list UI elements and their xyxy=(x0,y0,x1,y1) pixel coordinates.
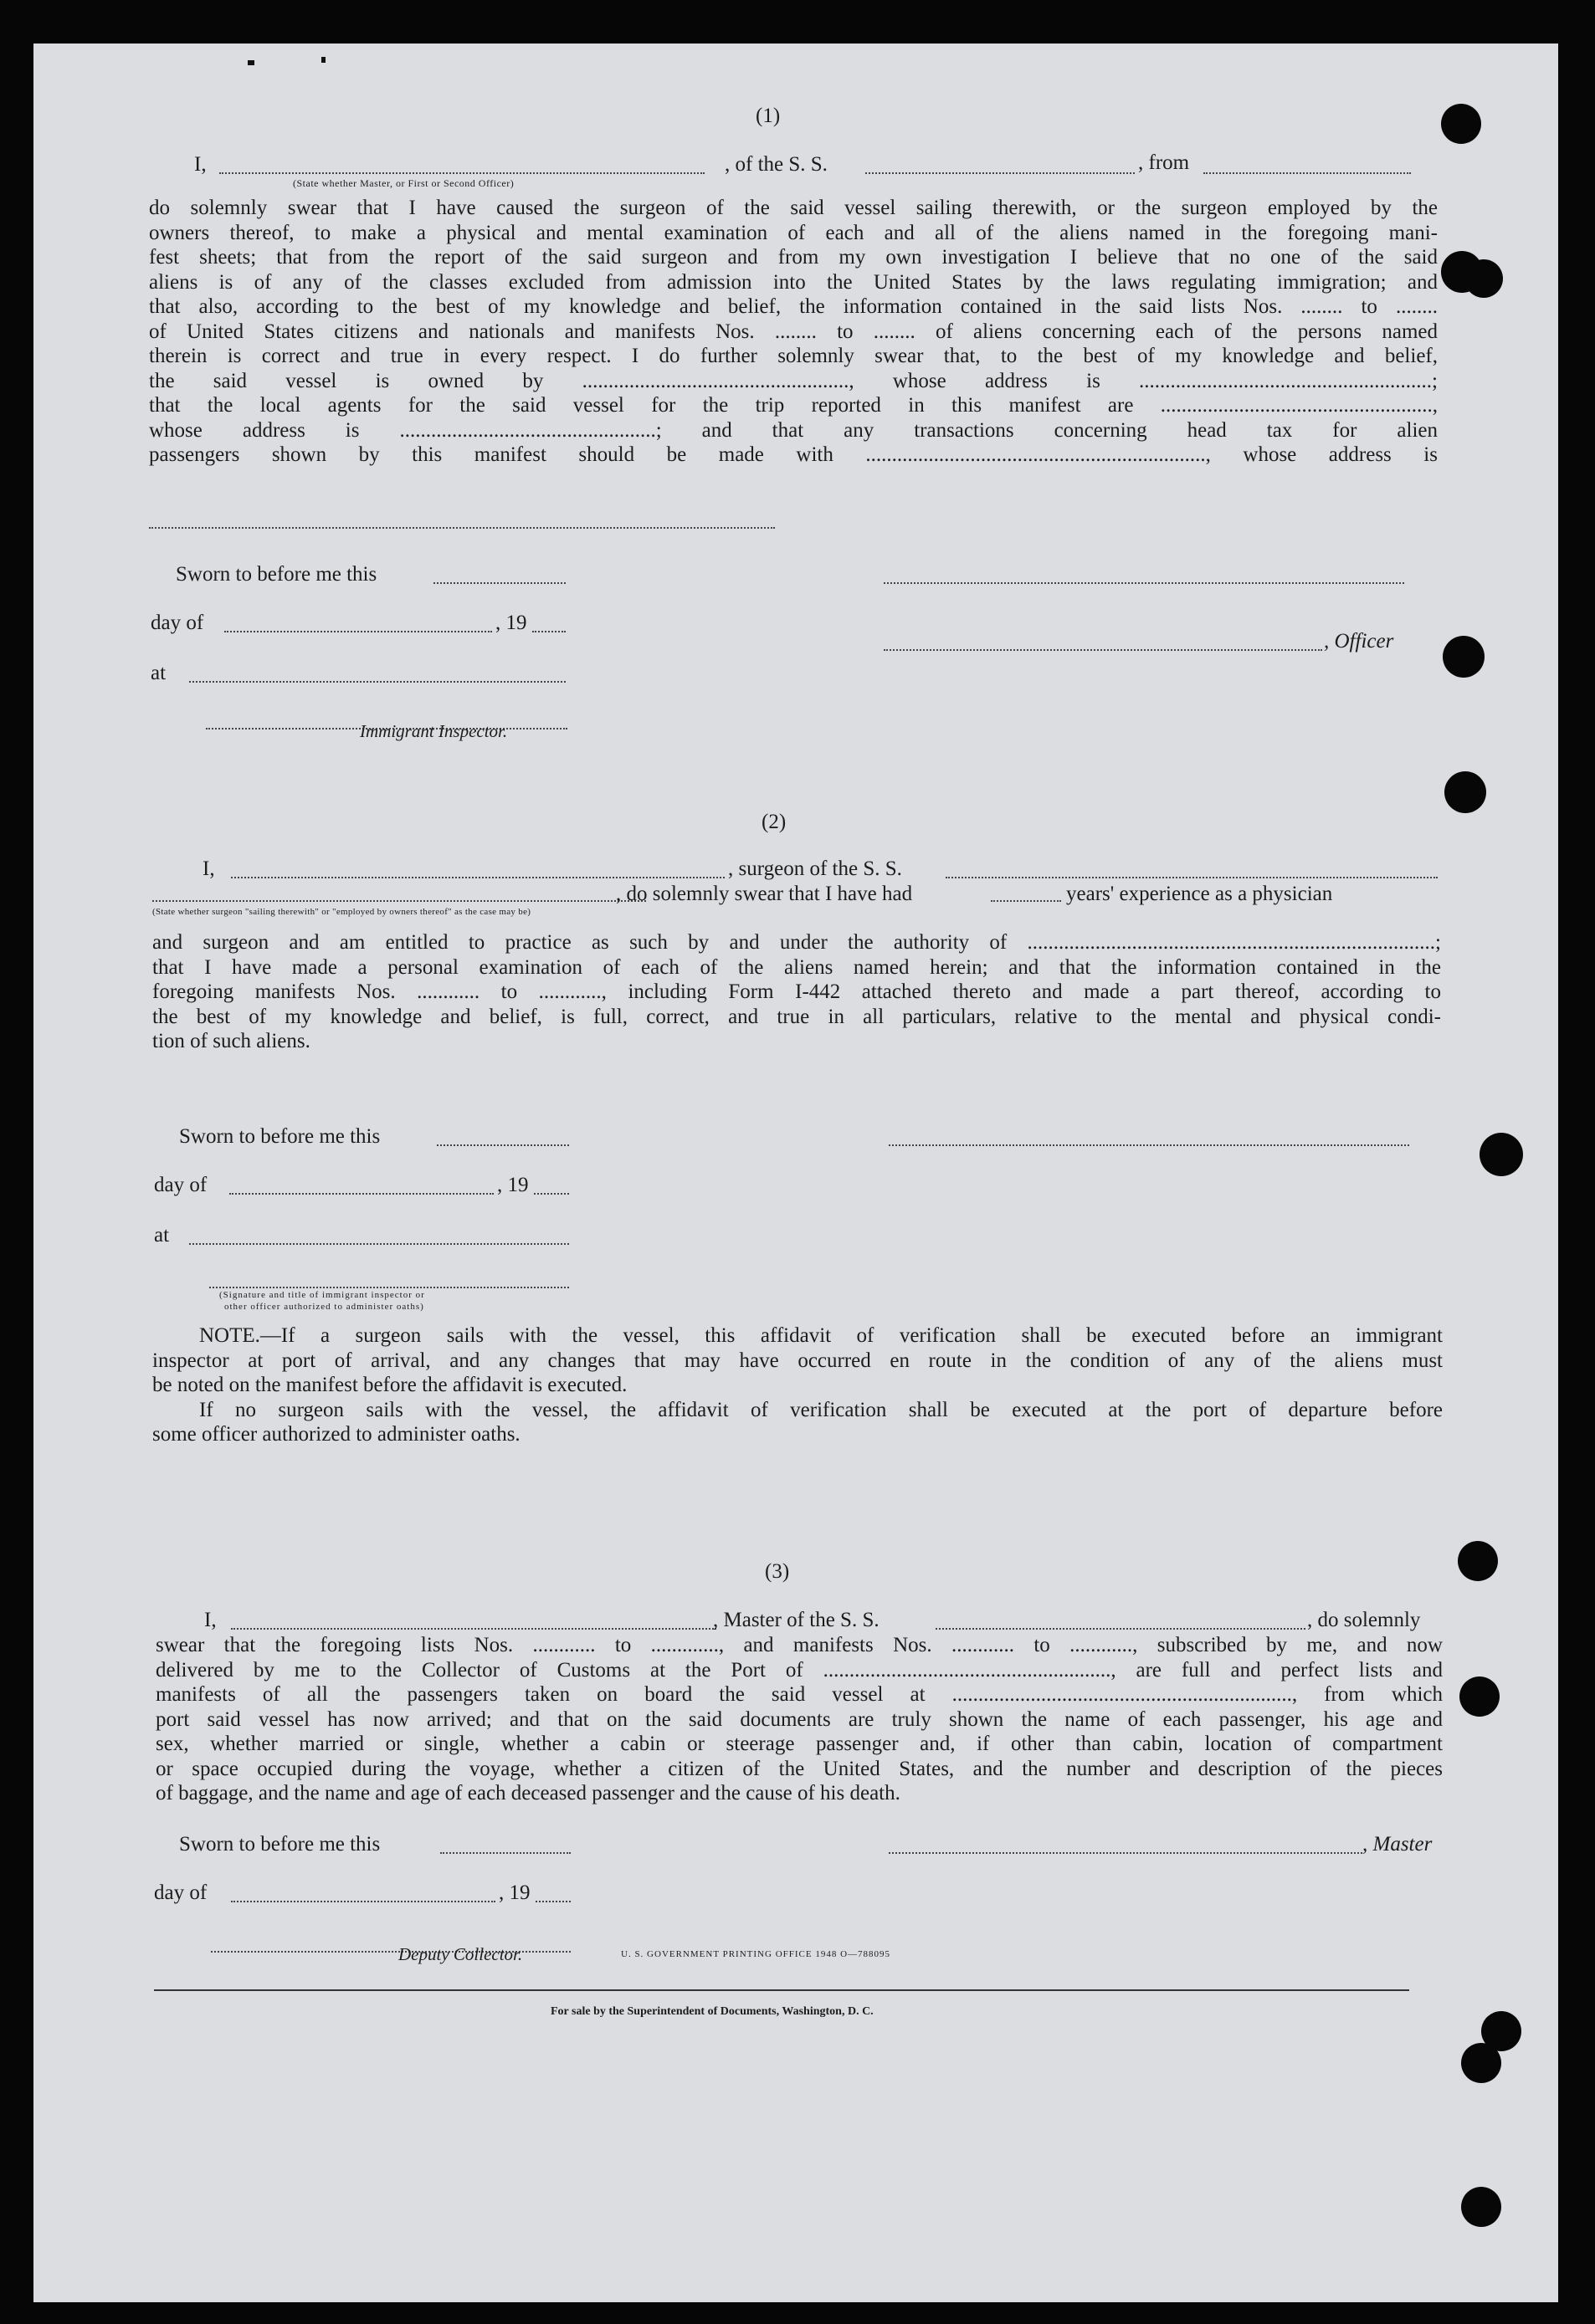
surgeon-ss-label: , surgeon of the S. S. xyxy=(728,857,902,880)
note-paragraph xyxy=(152,1323,1443,1447)
note-line: some officer authorized to administer oaths. xyxy=(152,1423,521,1446)
day-of-label: day of xyxy=(154,1881,208,1904)
at-label: at xyxy=(154,1224,170,1246)
form-sheet xyxy=(33,44,1558,2302)
year-field[interactable] xyxy=(534,1178,569,1195)
body-line: that I have made a personal examination of each of the aliens named herein; and that the information contained in the xyxy=(152,955,1441,979)
body-line: whose address is .................................................; and that any transactions concerning head tax for alien xyxy=(149,418,1438,442)
sworn-label: Sworn to before me this xyxy=(179,1125,381,1148)
body-line: and surgeon and am entitled to practice as such by and under the authority of ..............................................................................; xyxy=(152,931,1441,954)
body-line: the said vessel is owned by ..................................................., whose address is ........................................................; xyxy=(149,369,1438,392)
body-line: of baggage, and the name and age of each deceased passenger and the cause of his death. xyxy=(156,1782,900,1804)
vessel-name-field[interactable] xyxy=(865,157,1135,174)
body-line: owners thereof, to make a physical and mental examination of each and all of the aliens named in the foregoing mani- xyxy=(149,221,1438,244)
master-name-field[interactable] xyxy=(231,1613,716,1630)
body-line: therein is correct and true in every respect. I do further solemnly swear that, to the best of my knowledge and belief, xyxy=(149,345,1438,367)
deputy-collector-label: Deputy Collector. xyxy=(398,1944,523,1964)
section-3-i: I, xyxy=(204,1609,217,1631)
years-label: years' experience as a physician xyxy=(1066,883,1333,905)
master-name-field[interactable] xyxy=(219,157,705,174)
year-label: , 19 xyxy=(497,1174,529,1196)
punch-hole xyxy=(1461,2043,1501,2083)
footer-rule xyxy=(154,1989,1409,1991)
note-line: inspector at port of arrival, and any changes that may have occurred en route in the condition of any of the aliens must xyxy=(152,1349,1443,1372)
master-signature-field[interactable] xyxy=(889,1837,1362,1854)
surgeon-hint: (State whether surgeon "sailing therewith" or "employed by owners thereof" as the case may be) xyxy=(152,907,531,917)
section-3-body xyxy=(156,1633,1443,1806)
body-line: manifests of all the passengers taken on board the said vessel at ................................................................., from which xyxy=(156,1683,1443,1706)
section-3-number: (3) xyxy=(765,1560,790,1583)
section-1-i: I, xyxy=(194,153,207,176)
vessel-name-field[interactable] xyxy=(936,1613,1305,1630)
scan-speck xyxy=(248,60,254,65)
body-line: that also, according to the best of my knowledge and belief, the information contained in the said lists Nos. ........ to ........ xyxy=(149,295,1438,318)
section-2-body xyxy=(152,930,1441,1054)
section-1-number: (1) xyxy=(756,105,781,127)
day-of-field[interactable] xyxy=(224,616,492,632)
immigrant-inspector-label: Immigrant Inspector. xyxy=(360,721,508,741)
of-ss-label: , of the S. S. xyxy=(725,153,828,176)
day-of-label: day of xyxy=(151,612,204,634)
body-line: aliens is of any of the classes excluded from admission into the United States by the laws regulating immigration; and xyxy=(149,270,1438,294)
day-of-field[interactable] xyxy=(229,1178,494,1195)
body-line: port said vessel has now arrived; and that on the said documents are truly shown the name of each passenger, his age and xyxy=(156,1707,1443,1731)
punch-hole xyxy=(1459,1676,1500,1717)
master-label: , Master xyxy=(1362,1833,1433,1856)
master-ss-label: , Master of the S. S. xyxy=(713,1609,880,1631)
swear-label: , do solemnly swear that I have had xyxy=(616,883,913,905)
sworn-label: Sworn to before me this xyxy=(179,1833,381,1856)
administering-officer-signature-field[interactable] xyxy=(209,1272,569,1288)
signature-hint: other officer authorized to administer oaths) xyxy=(224,1302,424,1312)
role-hint: (State whether Master, or First or Second Officer) xyxy=(293,177,515,189)
at-place-field[interactable] xyxy=(189,666,566,683)
signature-hint: (Signature and title of immigrant inspector or xyxy=(219,1290,425,1300)
body-line: fest sheets; that from the report of the said surgeon and from my own investigation I believe that no one of the said xyxy=(149,246,1438,269)
surgeon-vessel-field[interactable] xyxy=(946,862,1438,878)
at-place-field[interactable] xyxy=(189,1228,569,1245)
year-field[interactable] xyxy=(532,616,566,632)
body-line: foregoing manifests Nos. ............ to ............, including Form I-442 attached thereto and made a part thereof, according to xyxy=(152,980,1441,1003)
section-1-body xyxy=(149,196,1438,468)
body-line: of United States citizens and nationals and manifests Nos. ........ to ........ of aliens concerning each of the persons named xyxy=(149,320,1438,343)
surgeon-status-field[interactable] xyxy=(152,885,646,902)
punch-hole xyxy=(1461,2187,1501,2227)
section-2-i: I, xyxy=(203,857,215,880)
year-label: , 19 xyxy=(499,1881,531,1904)
master-signature-field[interactable] xyxy=(884,567,1404,584)
punch-hole xyxy=(1441,104,1481,144)
sworn-day-field[interactable] xyxy=(437,1129,569,1146)
years-field[interactable] xyxy=(991,885,1061,902)
body-line: tion of such aliens. xyxy=(152,1030,310,1052)
from-label: , from xyxy=(1138,151,1190,174)
printing-office-imprint: U. S. GOVERNMENT PRINTING OFFICE 1948 O—788095 xyxy=(621,1949,891,1959)
body-line: or space occupied during the voyage, whether a citizen of the United States, and the number and description of the pieces xyxy=(156,1757,1443,1780)
punch-hole xyxy=(1458,1541,1498,1581)
body-line: delivered by me to the Collector of Customs at the Port of ......................................................., are full and perfect lists and xyxy=(156,1658,1443,1682)
from-port-field[interactable] xyxy=(1203,157,1411,174)
punch-hole xyxy=(1443,636,1485,678)
officer-signature-field[interactable] xyxy=(884,634,1322,651)
scan-speck xyxy=(321,57,326,63)
note-line: be noted on the manifest before the affidavit is executed. xyxy=(152,1374,628,1396)
sworn-label: Sworn to before me this xyxy=(176,563,377,586)
day-of-label: day of xyxy=(154,1174,208,1196)
body-line: sex, whether married or single, whether a cabin or steerage passenger and, if other than cabin, location of compartment xyxy=(156,1733,1443,1755)
body-line: passengers shown by this manifest should be made with ................................................................., whose address is xyxy=(149,443,1438,466)
surgeon-signature-field[interactable] xyxy=(889,1129,1409,1146)
at-label: at xyxy=(151,662,167,684)
punch-hole xyxy=(1480,1133,1523,1176)
officer-label: , Officer xyxy=(1324,630,1394,653)
note-line: If no surgeon sails with the vessel, the affidavit of verification shall be executed at the port of departure before xyxy=(199,1398,1443,1421)
body-line: swear that the foregoing lists Nos. ............ to ............., and manifests Nos. ............ to ............, subscribed by me, and now xyxy=(156,1634,1443,1656)
do-solemnly-label: , do solemnly xyxy=(1307,1609,1421,1631)
sworn-day-field[interactable] xyxy=(433,567,566,584)
section-2-number: (2) xyxy=(762,811,787,833)
day-of-field[interactable] xyxy=(231,1886,495,1902)
sworn-day-field[interactable] xyxy=(440,1837,571,1854)
note-line: NOTE.—If a surgeon sails with the vessel, this affidavit of verification shall be executed before an immigrant xyxy=(199,1324,1443,1347)
body-line: do solemnly swear that I have caused the surgeon of the said vessel sailing therewith, or the surgeon employed by the xyxy=(149,197,1438,219)
punch-hole xyxy=(1464,259,1503,298)
year-label: , 19 xyxy=(495,612,527,634)
year-field[interactable] xyxy=(536,1886,571,1902)
body-line: that the local agents for the said vessel for the trip reported in this manifest are ...................................................., xyxy=(149,394,1438,417)
address-continuation-field[interactable] xyxy=(149,512,775,529)
punch-hole xyxy=(1444,771,1486,813)
for-sale-note: For sale by the Superintendent of Documents, Washington, D. C. xyxy=(551,2005,874,2018)
body-line: the best of my knowledge and belief, is full, correct, and true in all particulars, relative to the mental and physical condi- xyxy=(152,1005,1441,1028)
surgeon-name-field[interactable] xyxy=(231,862,725,878)
